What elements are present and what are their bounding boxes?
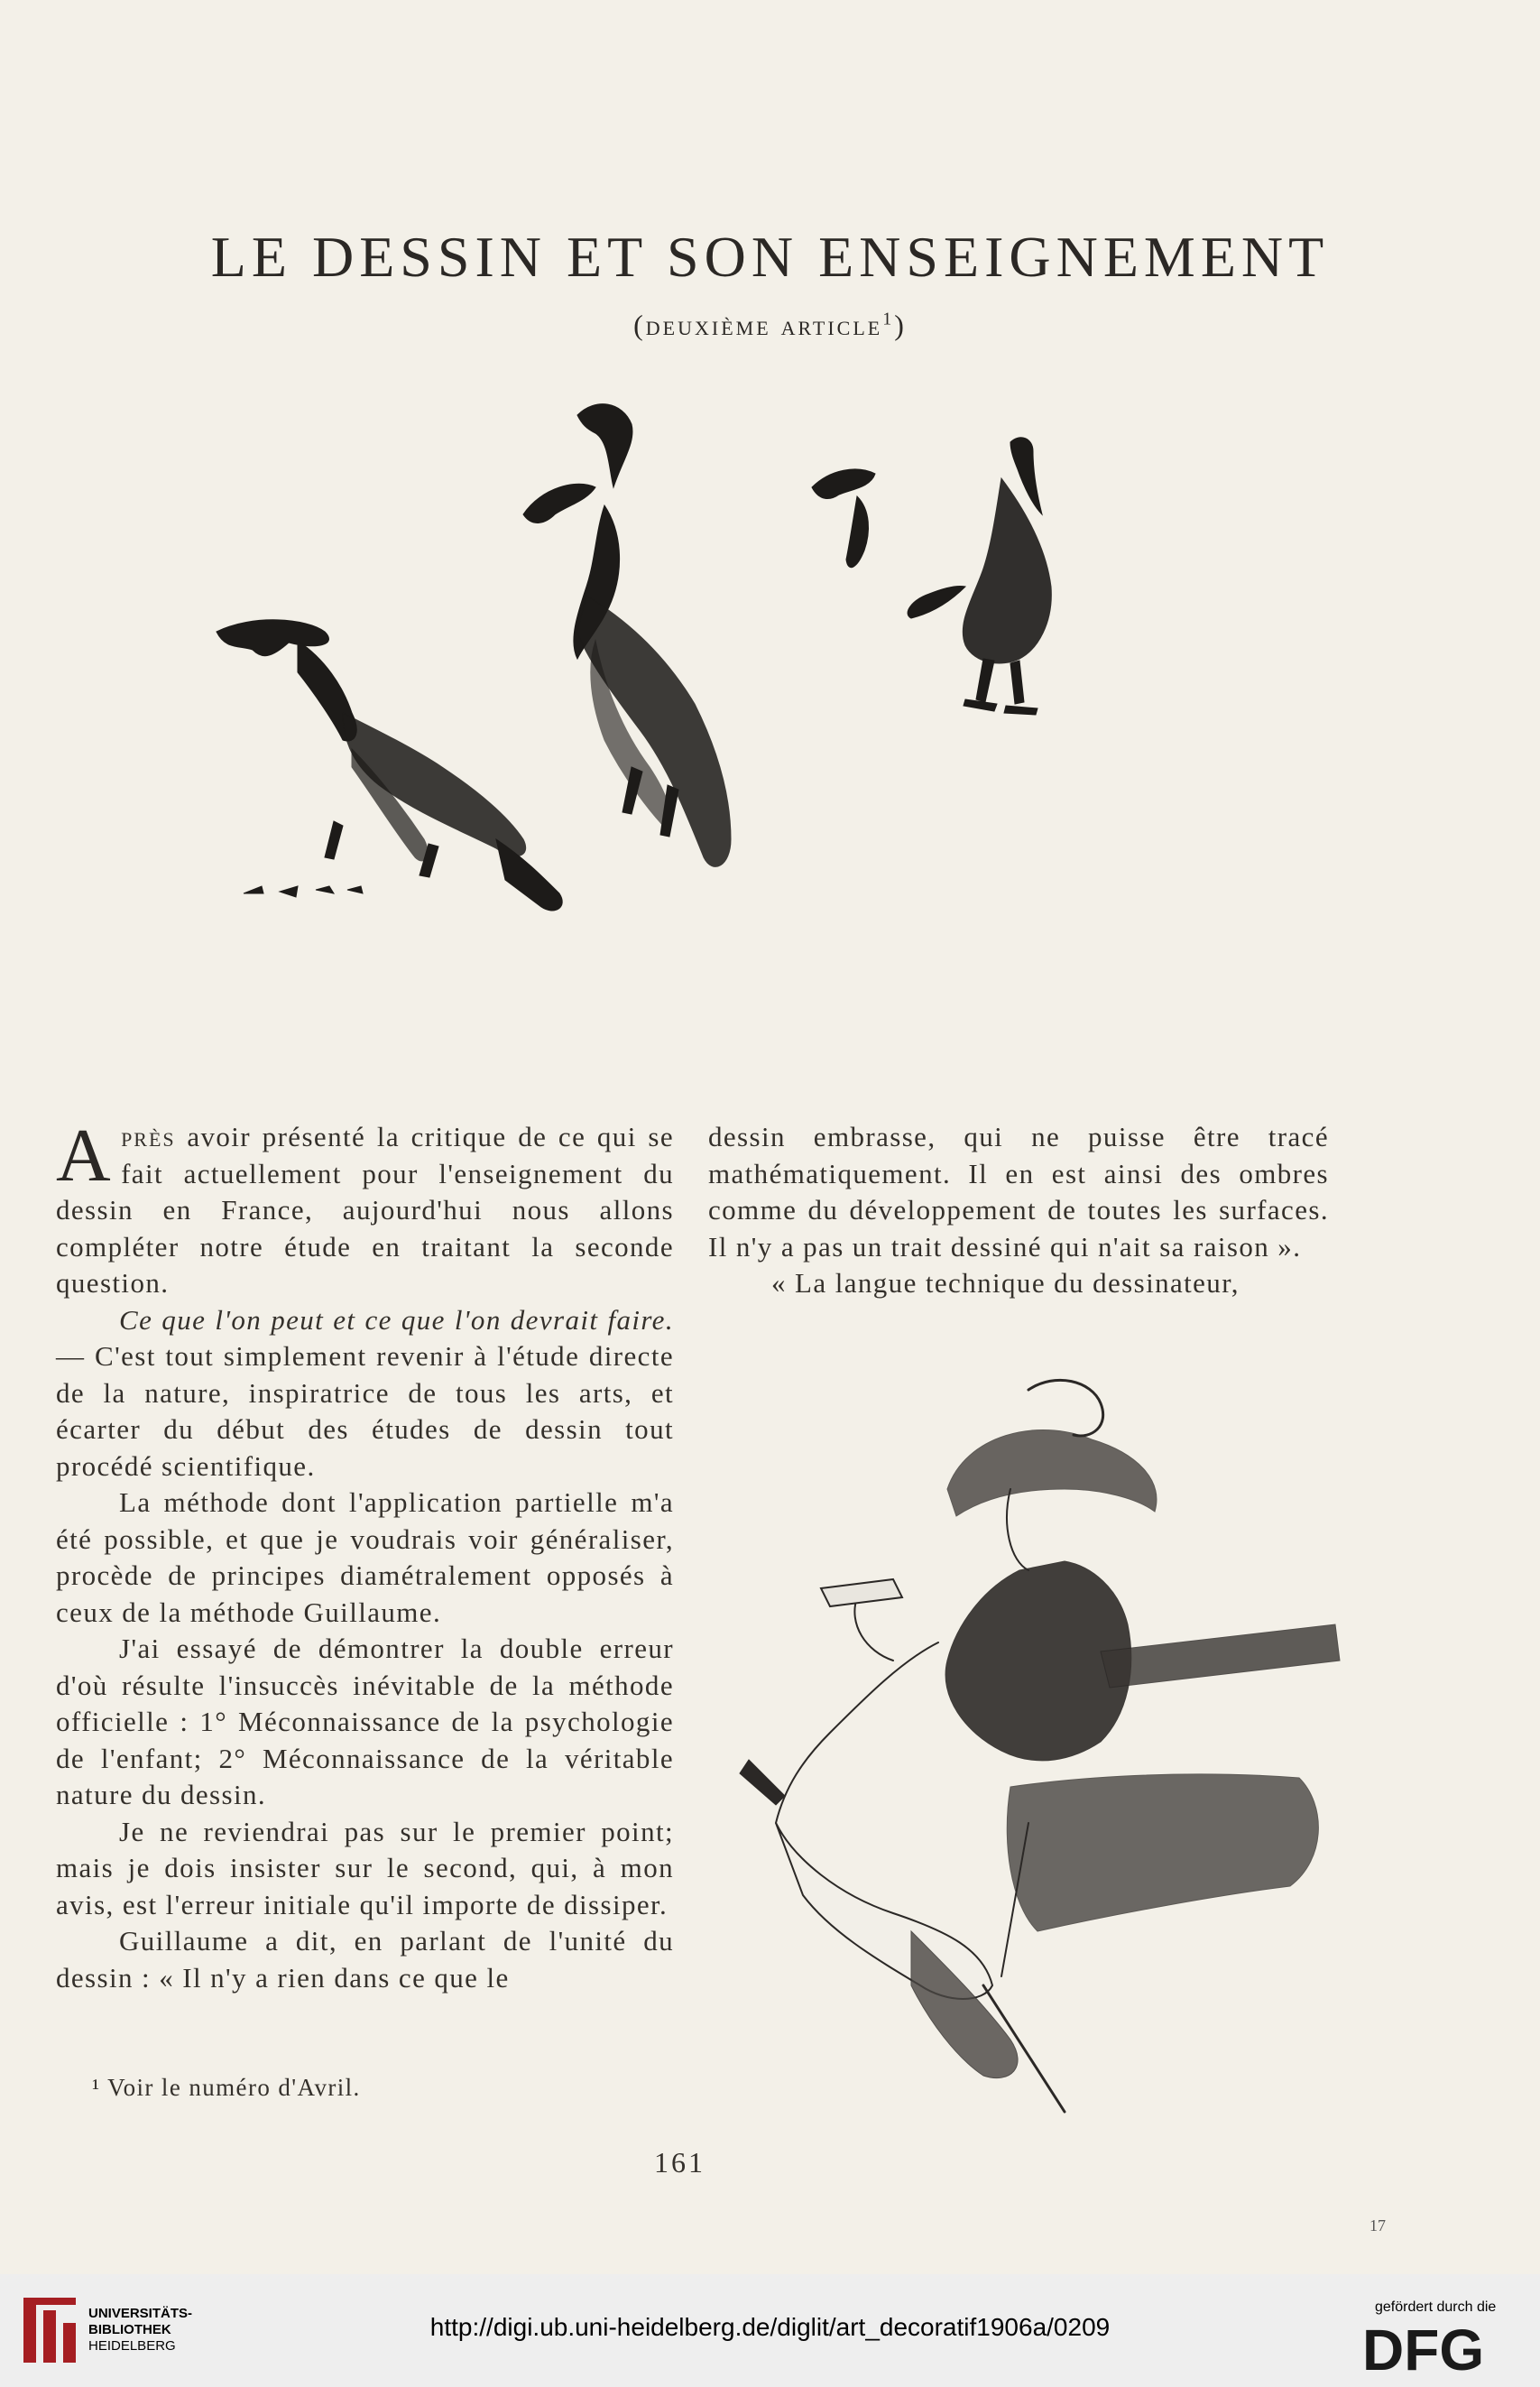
paragraph-continuation: dessin embrasse, qui ne puisse être tracé mathématiquement. Il en est ainsi des ombres comme du développement de toutes les surfaces. Il n'y a pas un trait dessiné qui n'ait sa raison ».	[708, 1121, 1329, 1263]
signature-mark: 17	[1369, 2216, 1386, 2234]
left-column	[56, 1114, 674, 1996]
dfg-logo-text: DFG	[1362, 2321, 1485, 2375]
paragraph-intro	[56, 1114, 674, 1302]
permalink-url[interactable]: http://digi.ub.uni-heidelberg.de/diglit/art_decoratif1906a/0209	[429, 2313, 1111, 2341]
funded-by-label: gefördert durch die	[1375, 2299, 1497, 2315]
digitization-footer	[0, 2274, 1540, 2387]
drop-cap: A	[56, 1114, 113, 1198]
footnote-reference: 1	[882, 309, 895, 329]
paragraph-method: La méthode dont l'application partielle m'a été possible, et que je voudrais voir généraliser, procède de principes diamétralement opposés à ceux de la méthode Guillaume.	[56, 1486, 674, 1628]
paragraph-error: J'ai essayé de démontrer la double erreur d'où résulte l'insuccès inévitable de la méthode officielle : 1° Méconnaissance de la psychologie de l'enfant; 2° Méconnaissance de la véritable nature du dessin.	[56, 1633, 674, 1810]
article-title: LE DESSIN ET SON ENSEIGNEMENT	[210, 225, 1330, 289]
roosters-illustration	[198, 388, 1191, 1074]
library-line-3: HEIDELBERG	[88, 2338, 176, 2354]
subtitle-text: (deuxième article	[633, 309, 883, 341]
intro-smallcaps: près	[121, 1121, 176, 1152]
footnote: ¹ Voir le numéro d'Avril.	[92, 2074, 361, 2101]
article-subtitle	[0, 309, 1540, 342]
right-column	[708, 1119, 1329, 1302]
paragraph-second-point: Je ne reviendrai pas sur le premier point; mais je dois insister sur le second, qui, à mon avis, est l'erreur initiale qu'il importe de dissiper.	[56, 1815, 674, 1920]
intro-text: avoir présenté la critique de ce qui se fait actuellement pour l'enseignement du dessin en France, aujourd'hui nous allons compléter notre étude en traitant la seconde question.	[56, 1121, 674, 1299]
subtitle-close: )	[894, 309, 907, 341]
page-number: 161	[654, 2146, 705, 2179]
paragraph-technical-language: « La langue technique du dessinateur,	[771, 1267, 1240, 1299]
dfg-logo-icon	[1362, 2321, 1520, 2375]
question-heading: Ce que l'on peut et ce que l'on devrait faire.	[119, 1303, 674, 1336]
paragraph-question	[56, 1302, 674, 1485]
seated-woman-illustration	[713, 1354, 1344, 2121]
question-text: — C'est tout simplement revenir à l'étude directe de la nature, inspiratrice de tous les arts, et écarter du début des études de dessin tout procédé scientifique.	[56, 1340, 674, 1482]
library-line-1: UNIVERSITÄTS-	[88, 2306, 193, 2321]
paragraph-guillaume: Guillaume a dit, en parlant de l'unité du dessin : « Il n'y a rien dans ce que le	[56, 1925, 674, 1994]
library-line-2: BIBLIOTHEK	[88, 2322, 171, 2337]
